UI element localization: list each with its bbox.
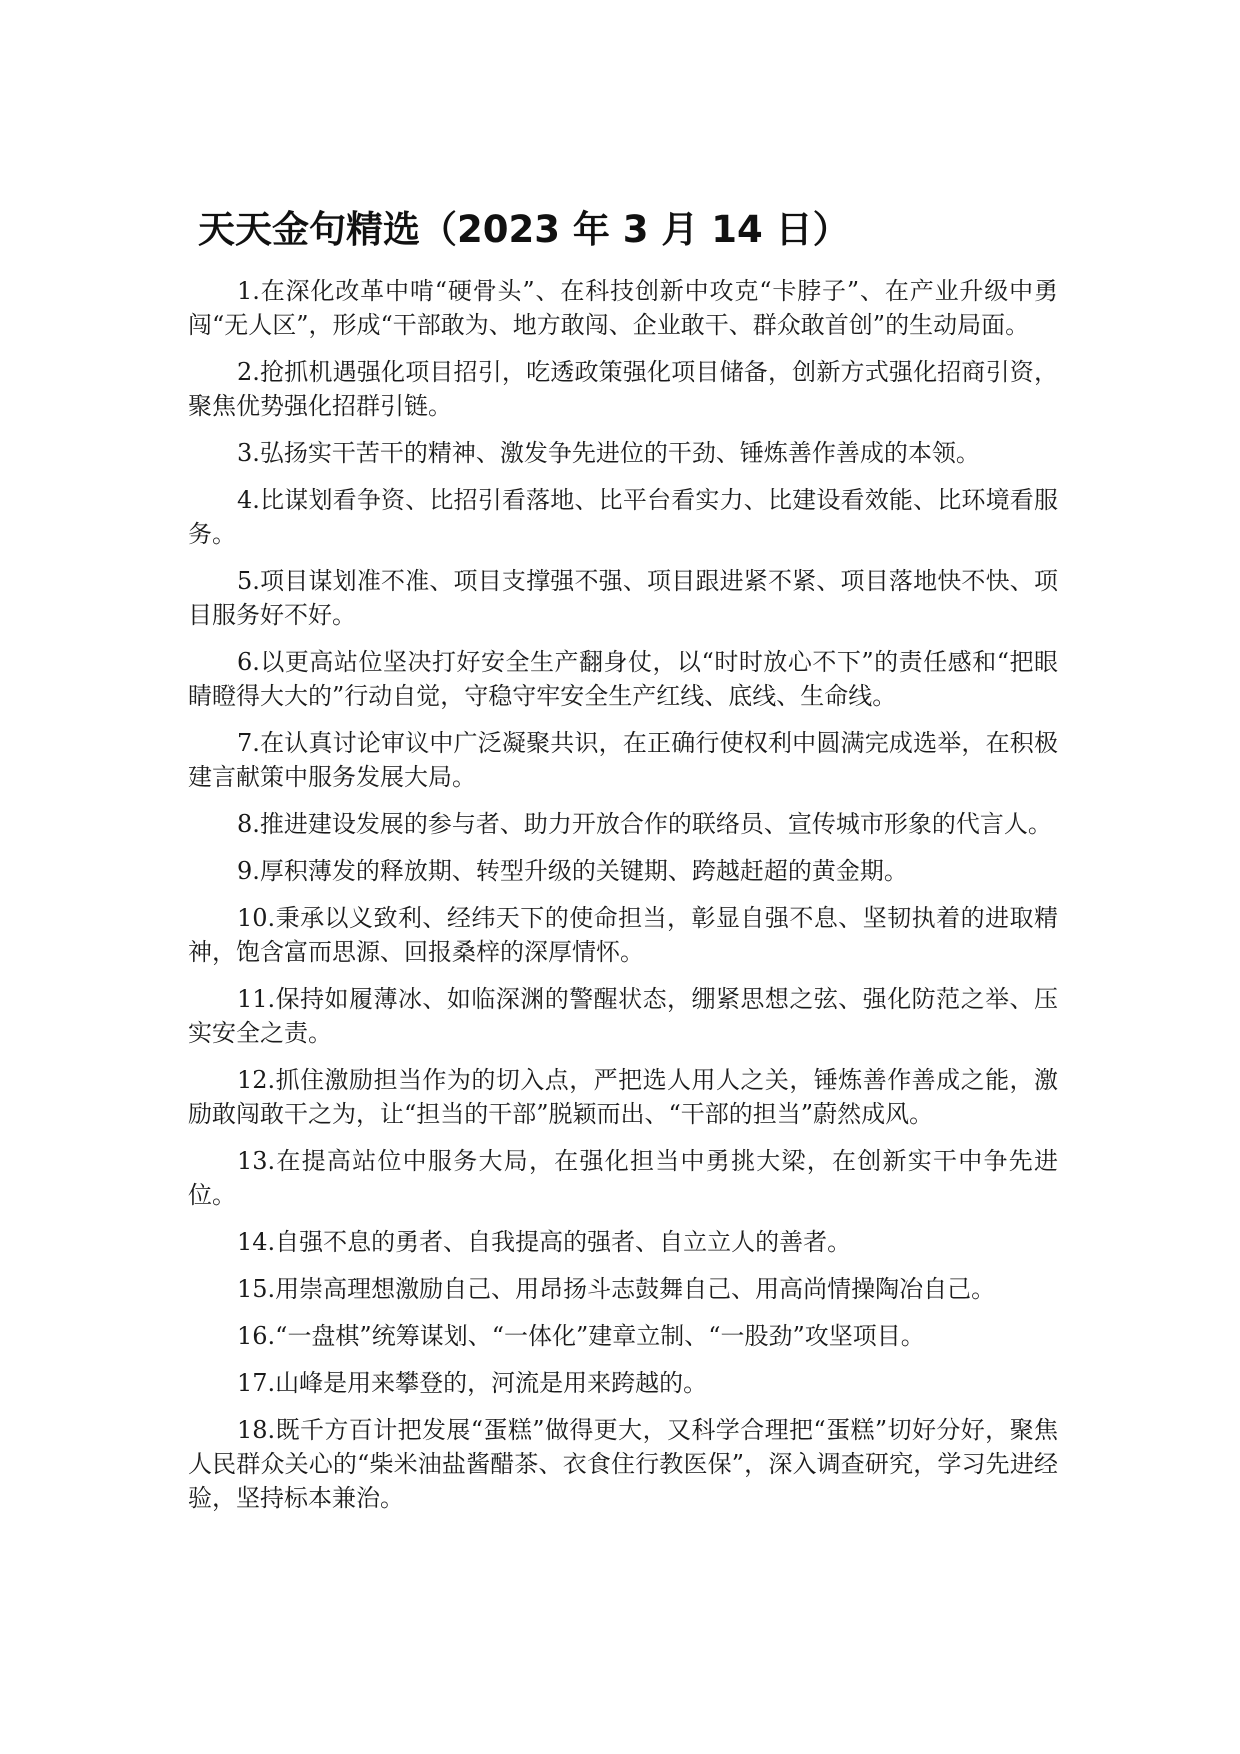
quote-item-16: 16.“一盘棋”统筹谋划、“一体化”建章立制、“一股劲”攻坚项目。 (237, 1322, 925, 1350)
quote-list (188, 274, 1058, 1528)
quote-item-14: 14.自强不息的勇者、自我提高的强者、自立立人的善者。 (237, 1228, 852, 1256)
quote-item-6: 6.以更高站位坚决打好安全生产翻身仗，以“时时放心不下”的责任感和“把眼睛瞪得大大的”行动自觉，守稳守牢安全生产红线、底线、生命线。 (188, 648, 1058, 710)
quote-item-18: 18.既千方百计把发展“蛋糕”做得更大，又科学合理把“蛋糕”切好分好，聚焦人民群众关心的“柴米油盐酱醋茶、衣食住行教医保”，深入调查研究，学习先进经验，坚持标本兼治。 (188, 1416, 1058, 1512)
quote-item-9: 9.厚积薄发的释放期、转型升级的关键期、跨越赶超的黄金期。 (237, 857, 908, 885)
quote-item-15: 15.用崇高理想激励自己、用昂扬斗志鼓舞自己、用高尚情操陶冶自己。 (237, 1275, 996, 1303)
quote-item-10: 10.秉承以义致利、经纬天下的使命担当，彰显自强不息、坚韧执着的进取精神，饱含富而思源、回报桑梓的深厚情怀。 (188, 904, 1058, 966)
quote-item-11: 11.保持如履薄冰、如临深渊的警醒状态，绷紧思想之弦、强化防范之举、压实安全之责。 (188, 985, 1058, 1047)
quote-item-3: 3.弘扬实干苦干的精神、激发争先进位的干劲、锤炼善作善成的本领。 (237, 439, 980, 467)
quote-item-12: 12.抓住激励担当作为的切入点，严把选人用人之关，锤炼善作善成之能，激励敢闯敢干之为，让“担当的干部”脱颖而出、“干部的担当”蔚然成风。 (188, 1066, 1058, 1128)
quote-item-1: 1.在深化改革中啃“硬骨头”、在科技创新中攻克“卡脖子”、在产业升级中勇闯“无人区”，形成“干部敢为、地方敢闯、企业敢干、群众敢首创”的生动局面。 (188, 277, 1058, 339)
document-title: 天天金句精选（2023 年 3 月 14 日） (198, 208, 850, 251)
quote-item-5: 5.项目谋划准不准、项目支撑强不强、项目跟进紧不紧、项目落地快不快、项目服务好不好。 (188, 567, 1058, 629)
quote-item-13: 13.在提高站位中服务大局，在强化担当中勇挑大梁，在创新实干中争先进位。 (188, 1147, 1058, 1209)
quote-item-2: 2.抢抓机遇强化项目招引，吃透政策强化项目储备，创新方式强化招商引资，聚焦优势强化招群引链。 (188, 358, 1058, 420)
quote-item-17: 17.山峰是用来攀登的，河流是用来跨越的。 (237, 1369, 708, 1397)
quote-item-7: 7.在认真讨论审议中广泛凝聚共识，在正确行使权利中圆满完成选举，在积极建言献策中服务发展大局。 (188, 729, 1058, 791)
quote-item-4: 4.比谋划看争资、比招引看落地、比平台看实力、比建设看效能、比环境看服务。 (188, 486, 1058, 548)
quote-item-8: 8.推进建设发展的参与者、助力开放合作的联络员、宣传城市形象的代言人。 (237, 810, 1052, 838)
